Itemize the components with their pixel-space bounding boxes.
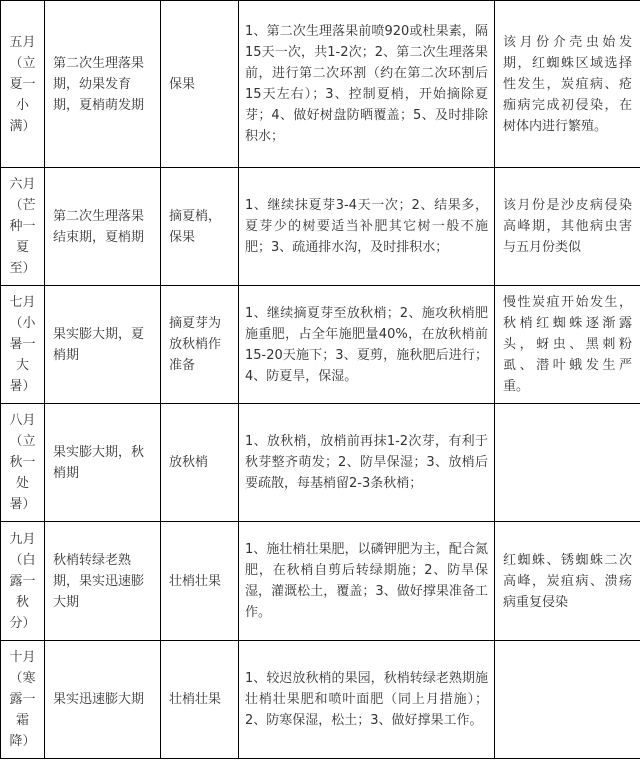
stage-cell: 果实膨大期，夏梢期 [45,286,161,404]
pest-cell [495,641,640,759]
pest-cell: 该月份是沙皮病侵染高峰期，其他病虫害与五月份类似 [495,168,640,286]
measure-cell: 摘夏梢，保果 [161,168,239,286]
month-cell: 六月 （芒 种一 夏 至） [1,168,45,286]
pest-cell: 慢性炭疽开始发生，秋梢红蜘蛛逐渐露头，蚜虫、黑刺粉虱、潜叶蛾发生严重。 [495,286,640,404]
pest-cell: 该月份介壳虫始发期，红蜘蛛区域选择性发生，炭疽病、疮痂病完成初侵染，在树体内进行繁殖。 [495,1,640,168]
measure-cell: 壮梢壮果 [161,522,239,641]
measure-cell: 放秋梢 [161,404,239,522]
stage-cell: 第二次生理落果结束期，夏梢期 [45,168,161,286]
stage-cell: 秋梢转绿老熟期，果实迅速膨大期 [45,522,161,641]
table-row [1,286,640,404]
table-row [1,168,640,286]
pest-cell [495,404,640,522]
notes-cell: 1、第二次生理落果前喷920或杜果素，隔15天一次，共1-2次；2、第二次生理落果前，进行第二次环割（约在第二次环割后15天左右）；3、控制夏梢，开始摘除夏芽；4、做好树盘防晒覆盖；5、及时排除积水； [239,1,495,168]
table-row [1,404,640,522]
month-cell: 五月 （立 夏一 小 满） [1,1,45,168]
table-row [1,1,640,168]
notes-cell: 1、较迟放秋梢的果园，秋梢转绿老熟期施壮梢壮果肥和喷叶面肥（同上月措施）；2、防寒保湿，松土；3、做好撑果工作。 [239,641,495,759]
month-cell: 八月 （立 秋一 处 暑） [1,404,45,522]
stage-cell: 第二次生理落果期，幼果发育期，夏梢萌发期 [45,1,161,168]
measure-cell: 壮梢壮果 [161,641,239,759]
month-cell: 十月 （寒 露一 霜 降） [1,641,45,759]
notes-cell: 1、继续摘夏芽至放秋梢；2、施攻秋梢肥施重肥，占全年施肥量40%，在放秋梢前15-20天施下；3、夏剪，施秋肥后进行；4、防夏旱，保湿。 [239,286,495,404]
table-row [1,641,640,759]
measure-cell: 保果 [161,1,239,168]
month-cell: 七月 （小 暑一 大 暑） [1,286,45,404]
pest-cell: 红蜘蛛、锈蜘蛛二次高峰，炭疽病、溃疡病重复侵染 [495,522,640,641]
month-cell: 九月 （白 露一 秋 分） [1,522,45,641]
stage-cell: 果实膨大期，秋梢期 [45,404,161,522]
measure-cell: 摘夏芽为放秋梢作准备 [161,286,239,404]
notes-cell: 1、继续抹夏芽3-4天一次；2、结果多，夏芽少的树要适当补肥其它树一般不施肥；3、疏通排水沟，及时排积水； [239,168,495,286]
stage-cell: 果实迅速膨大期 [45,641,161,759]
notes-cell: 1、放秋梢，放梢前再抹1-2次芽，有利于秋芽整齐萌发；2、防旱保湿；3、放梢后要疏散，每基梢留2-3条秋梢； [239,404,495,522]
table-row [1,522,640,641]
notes-cell: 1、施壮梢壮果肥，以磷钾肥为主，配合氮肥，在秋梢自剪后转绿期施；2、防旱保湿，灌溉松土，覆盖；3、做好撑果准备工作。 [239,522,495,641]
